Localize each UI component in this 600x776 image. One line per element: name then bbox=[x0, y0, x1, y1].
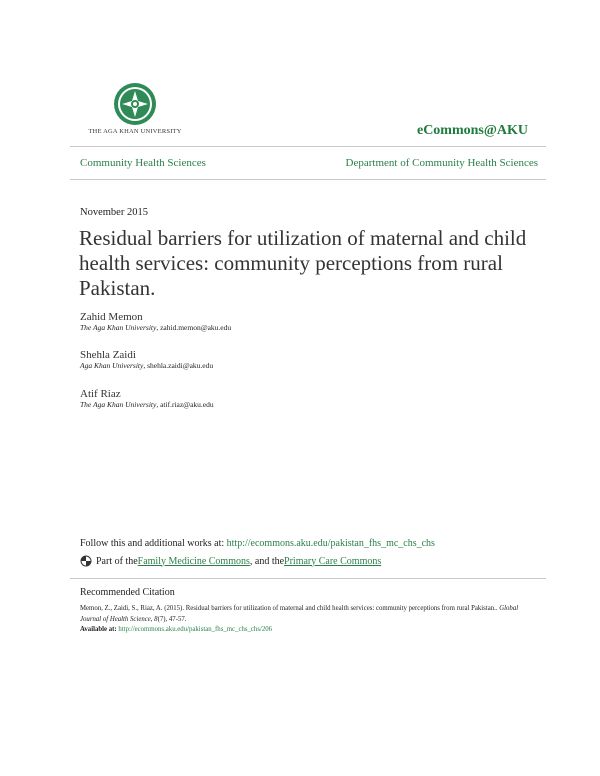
author-block bbox=[80, 349, 213, 370]
follow-link[interactable]: http://ecommons.aku.edu/pakistan_fhs_mc_chs_chs bbox=[226, 538, 435, 549]
citation-text bbox=[80, 603, 520, 625]
recommended-citation-heading: Recommended Citation bbox=[80, 587, 175, 598]
nav-divider bbox=[70, 179, 546, 180]
author-name: Zahid Memon bbox=[80, 311, 143, 323]
logo-text: THE AGA KHAN UNIVERSITY bbox=[88, 128, 182, 135]
available-label: Available at: bbox=[80, 626, 119, 633]
partof-middle: , and the bbox=[249, 555, 285, 567]
citation-end: (7), 47-57. bbox=[157, 616, 187, 623]
author-affiliation bbox=[80, 361, 213, 370]
citation-main: Memon, Z., Zaidi, S., Riaz, A. (2015). Residual barriers for utilization of maternal and child health services: community perceptions from rural Pakistan.. bbox=[80, 605, 500, 612]
available-at-line bbox=[80, 626, 272, 633]
part-of-line bbox=[80, 555, 381, 567]
author-block bbox=[80, 388, 214, 409]
aku-emblem-icon bbox=[113, 82, 157, 126]
affiliation-name: The Aga Khan University bbox=[80, 400, 157, 409]
citation-divider bbox=[70, 578, 546, 579]
author-email[interactable]: , shehla.zaidi@aku.edu bbox=[143, 361, 214, 370]
affiliation-name: Aga Khan University bbox=[80, 361, 144, 370]
citation-journal: Global Journal of Health Science, 8 bbox=[80, 605, 519, 623]
follow-line bbox=[80, 538, 435, 549]
university-logo bbox=[80, 82, 190, 138]
header-divider bbox=[70, 146, 546, 147]
author-name: Shehla Zaidi bbox=[80, 349, 136, 361]
document-title: Residual barriers for utilization of maternal and child health services: community perceptions from rural Pakistan. bbox=[79, 226, 527, 300]
author-block bbox=[80, 311, 231, 332]
site-brand[interactable]: eCommons@AKU bbox=[416, 123, 528, 138]
nav-link-department[interactable]: Department of Community Health Sciences bbox=[345, 157, 538, 169]
open-access-icon bbox=[80, 555, 92, 567]
nav-link-community-health[interactable]: Community Health Sciences bbox=[80, 157, 206, 169]
publication-date: November 2015 bbox=[80, 207, 148, 218]
primary-care-link[interactable]: Primary Care Commons bbox=[284, 555, 382, 567]
family-medicine-link[interactable]: Family Medicine Commons bbox=[137, 555, 250, 567]
author-name: Atif Riaz bbox=[80, 388, 121, 400]
author-affiliation bbox=[80, 400, 214, 409]
follow-prefix: Follow this and additional works at: bbox=[80, 538, 227, 549]
author-email[interactable]: , zahid.memon@aku.edu bbox=[156, 323, 232, 332]
affiliation-name: The Aga Khan University bbox=[80, 323, 157, 332]
author-email[interactable]: , atif.riaz@aku.edu bbox=[156, 400, 214, 409]
author-affiliation bbox=[80, 323, 231, 332]
partof-prefix: Part of the bbox=[96, 555, 138, 567]
available-link[interactable]: http://ecommons.aku.edu/pakistan_fhs_mc_chs_chs/206 bbox=[118, 626, 273, 633]
